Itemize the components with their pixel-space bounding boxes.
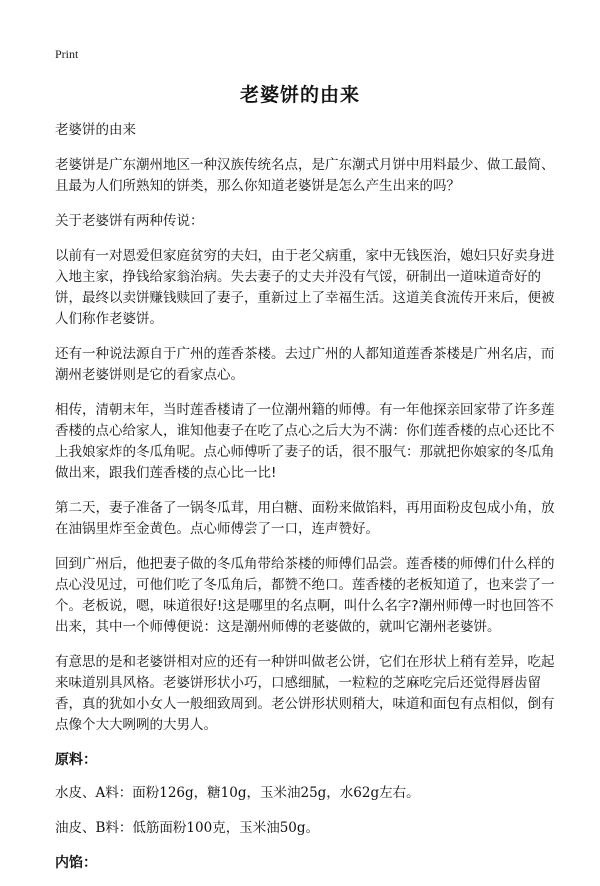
article-subtitle: 老婆饼的由来 (55, 122, 136, 138)
ingredient-line-b: 油皮、B料：低筋面粉100克，玉米油50g。 (55, 820, 320, 836)
paragraph-story-2: 第二天，妻子准备了一锅冬瓜茸，用白糖、面粉来做馅料，再用面粉皮包成小角，放在油锅里炸至金黄色。点心师傅尝了一口，连声赞好。 (55, 500, 555, 537)
paragraph-story-1: 相传，清朝末年，当时莲香楼请了一位潮州籍的师傅。有一年他探亲回家带了许多莲香楼的点心给家人，谁知他妻子在吃了点心之后大为不满：你们莲香楼的点心还比不上我娘家炸的冬瓜角呢。点心师傅听了妻子的话，很不服气：那就把你娘家的冬瓜角做出来，跟我们莲香楼的点心比一比! (55, 402, 555, 481)
page-title: 老婆饼的由来 (239, 84, 360, 106)
ingredient-line-a: 水皮、A料：面粉126g，糖10g，玉米油25g，水62g左右。 (55, 785, 420, 801)
filling-heading: 内馅： (55, 855, 97, 871)
ingredients-heading: 原料： (55, 752, 97, 768)
paragraph-intro: 老婆饼是广东潮州地区一种汉族传统名点，是广东潮式月饼中用料最少、做工最简、且最为人们所熟知的饼类，那么你知道老婆饼是怎么产生出来的吗？ (55, 157, 555, 194)
paragraph-legend-two: 还有一种说法源自于广州的莲香茶楼。去过广州的人都知道莲香茶楼是广州名店，而潮州老婆饼则是它的看家点心。 (55, 346, 555, 383)
print-link[interactable]: Print (55, 47, 79, 61)
paragraph-story-3: 回到广州后，他把妻子做的冬瓜角带给茶楼的师傅们品尝。莲香楼的师傅们什么样的点心没见过，可他们吃了冬瓜角后，都赞不绝口。莲香楼的老板知道了，也来尝了一个。老板说，嗯，味道很好!这是哪里的名点啊，叫什么名字?潮州师傅一时也回答不出来，其中一个师傅便说：这是潮州师傅的老婆做的，就叫它潮州老婆饼。 (55, 556, 555, 635)
paragraph-legend-one: 以前有一对恩爱但家庭贫穷的夫妇，由于老父病重，家中无钱医治，媳妇只好卖身进入地主家，挣钱给家翁治病。失去妻子的丈夫并没有气馁，研制出一道味道奇好的饼，最终以卖饼赚钱赎回了妻子，重新过上了幸福生活。这道美食流传开来后，便被人们称作老婆饼。 (55, 248, 555, 327)
article-body (55, 120, 555, 886)
paragraph-laogong: 有意思的是和老婆饼相对应的还有一种饼叫做老公饼，它们在形状上稍有差异，吃起来味道别具风格。老婆饼形状小巧，口感细腻，一粒粒的芝麻吃完后还觉得唇齿留香，真的犹如小女人一般细致周到。老公饼形状则稍大，味道和面包有点相似，倒有点像个大大咧咧的大男人。 (55, 654, 555, 733)
paragraph-legends: 关于老婆饼有两种传说： (55, 213, 204, 229)
